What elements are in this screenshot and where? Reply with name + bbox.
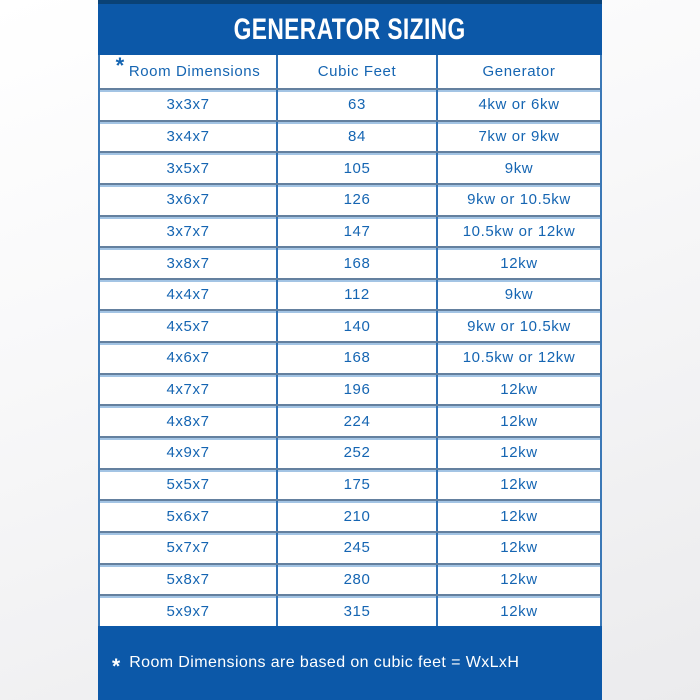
table-row [100,309,600,341]
table-row [100,563,600,595]
table-row [100,151,600,183]
table-row [100,468,600,500]
generator-cell: 10.5kw or 12kw [436,217,600,247]
table-row [100,246,600,278]
table-row [100,594,600,626]
generator-cell: 12kw [436,565,600,595]
cubic-feet-cell: 105 [276,153,436,183]
cubic-feet-cell: 175 [276,470,436,500]
room-dimensions-header [100,52,276,88]
generator-cell: 12kw [436,596,600,626]
cubic-feet-cell: 63 [276,90,436,120]
room-dimensions-cell: 5x8x7 [166,570,210,588]
cubic-feet-cell: 196 [276,375,436,405]
room-dimensions-cell: 5x9x7 [166,602,210,620]
room-dimensions-cell: 3x3x7 [166,96,210,114]
cubic-feet-cell: 224 [276,406,436,436]
generator-cell: 9kw or 10.5kw [436,185,600,215]
table-row [100,531,600,563]
table-row [100,120,600,152]
generator-cell: 12kw [436,501,600,531]
generator-cell: 12kw [436,248,600,278]
cubic-feet-cell: 168 [276,343,436,373]
room-dimensions-cell: 3x6x7 [166,191,210,209]
room-dimensions-cell: 3x4x7 [166,127,210,145]
table-row [100,215,600,247]
cubic-feet-cell: 84 [276,122,436,152]
room-dimensions-cell: 4x7x7 [166,381,210,399]
table-header-row [100,52,600,88]
footnote-marker-superscript: * [115,52,125,78]
generator-cell: 9kw or 10.5kw [436,311,600,341]
cubic-feet-cell: 168 [276,248,436,278]
page-title: GENERATOR SIZING [234,12,466,46]
generator-cell: 10.5kw or 12kw [436,343,600,373]
generator-cell: 4kw or 6kw [436,90,600,120]
footnote-text: Room Dimensions are based on cubic feet = WxLxH [129,654,520,671]
cubic-feet-cell: 140 [276,311,436,341]
table-row [100,436,600,468]
generator-cell: 12kw [436,406,600,436]
cubic-feet-cell: 315 [276,596,436,626]
room-dimensions-cell: 3x7x7 [166,222,210,240]
generator-cell: 9kw [436,153,600,183]
table-row [100,341,600,373]
title-banner [98,0,602,55]
generator-cell: 12kw [436,375,600,405]
generator-header: Generator [436,55,600,88]
cubic-feet-cell: 210 [276,501,436,531]
room-dimensions-cell: 5x5x7 [166,476,210,493]
footnote-bar [98,626,602,700]
table-row [100,499,600,531]
table-row [100,373,600,405]
room-dimensions-cell: 4x9x7 [166,444,210,462]
generator-cell: 9kw [436,280,600,310]
cubic-feet-cell: 112 [276,280,436,310]
room-dimensions-header-label: Room Dimensions [128,63,261,80]
generator-cell: 12kw [436,533,600,563]
room-dimensions-cell: 3x5x7 [166,159,210,177]
room-dimensions-cell: 4x8x7 [166,412,210,430]
generator-cell: 7kw or 9kw [436,122,600,152]
table-row [100,183,600,215]
generator-cell: 12kw [436,438,600,468]
table-row [100,278,600,310]
cubic-feet-cell: 280 [276,565,436,595]
cubic-feet-cell: 126 [276,185,436,215]
room-dimensions-cell: 3x8x7 [166,254,210,272]
room-dimensions-cell: 5x6x7 [166,507,210,525]
footnote-marker: * [112,655,121,678]
room-dimensions-cell: 4x6x7 [166,349,210,367]
room-dimensions-cell: 4x4x7 [166,286,210,304]
cubic-feet-cell: 147 [276,217,436,247]
table-row [100,404,600,436]
cubic-feet-header: Cubic Feet [276,55,436,88]
generator-sizing-card [98,0,602,700]
cubic-feet-cell: 252 [276,438,436,468]
generator-cell: 12kw [436,470,600,500]
sizing-table [98,52,602,626]
room-dimensions-cell: 5x7x7 [166,539,210,557]
table-row [100,88,600,120]
table-body [100,88,600,626]
room-dimensions-cell: 4x5x7 [166,317,210,335]
cubic-feet-cell: 245 [276,533,436,563]
